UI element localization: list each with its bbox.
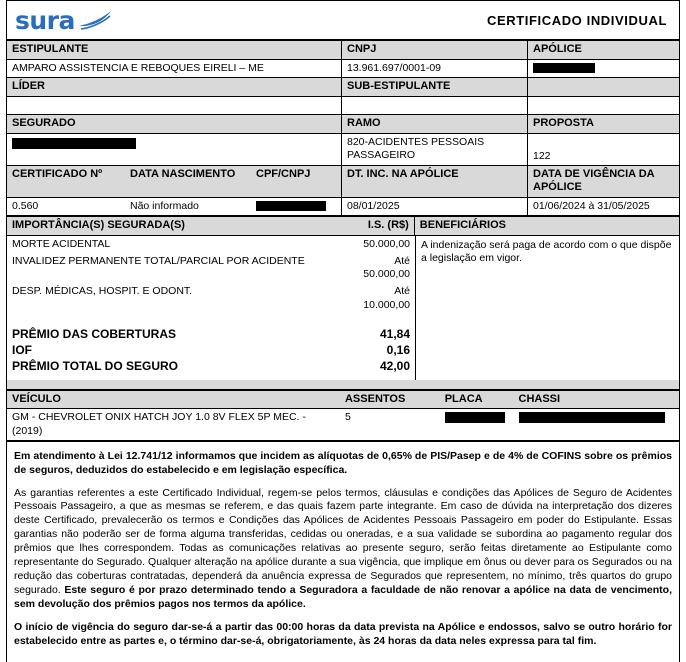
total-nome: IOF bbox=[12, 342, 32, 357]
table-row bbox=[7, 342, 415, 358]
chassi-value bbox=[514, 409, 680, 439]
cobertura-nome: DESP. MÉDICAS, HOSPIT. E ODONT. bbox=[12, 285, 193, 298]
cobertura-nome: INVALIDEZ PERMANENTE TOTAL/PARCIAL POR ACIDENTE bbox=[12, 255, 305, 268]
legal-paragraph-3: O início de vigência do seguro dar-se-á a partir das 00:00 horas da data prevista na Apólice e endossos, salvo se outro horário for estabelecido entre as partes e, o término dar-se-á, obrigatoriamente, às 24 horas da data neles expressa para tal fim. bbox=[14, 621, 672, 648]
document-header bbox=[7, 1, 679, 41]
segurado-value bbox=[7, 134, 341, 165]
redaction-bar bbox=[445, 412, 505, 423]
total-nome: PRÊMIO TOTAL DO SEGURO bbox=[12, 358, 179, 373]
importancia-segurada-label: IMPORTÂNCIA(S) SEGURADA(S) bbox=[12, 219, 185, 232]
data-vigencia-value: 01/06/2024 à 31/05/2025 bbox=[527, 198, 679, 215]
veiculo-value-row bbox=[7, 409, 679, 441]
veiculo-header-row bbox=[7, 391, 679, 410]
is-label: I.S. (R$) bbox=[367, 219, 409, 232]
ramo-label: RAMO bbox=[341, 115, 527, 133]
cnpj-value: 13.961.697/0001-09 bbox=[341, 60, 527, 77]
cpf-cnpj-label: CPF/CNPJ bbox=[256, 167, 311, 180]
table-row bbox=[7, 283, 415, 313]
lider-value-row bbox=[7, 97, 679, 115]
coberturas-block bbox=[7, 236, 679, 380]
redaction-bar bbox=[12, 138, 136, 149]
estipulante-value-row bbox=[7, 60, 679, 78]
chassi-label: CHASSI bbox=[518, 392, 561, 405]
data-vigencia-label: DATA DE VIGÊNCIA DA APÓLICE bbox=[527, 166, 679, 198]
certificado-value-row bbox=[7, 198, 679, 217]
table-row bbox=[7, 358, 415, 374]
legal-paragraph-2 bbox=[14, 487, 672, 613]
total-nome: PRÊMIO DAS COBERTURAS bbox=[12, 326, 177, 341]
data-inclusao-label: DT. INC. NA APÓLICE bbox=[341, 166, 527, 198]
placa-value bbox=[440, 409, 514, 439]
coberturas-list bbox=[7, 236, 415, 380]
cnpj-label: CNPJ bbox=[341, 41, 527, 59]
logo-text: sura bbox=[15, 5, 75, 35]
importancias-header-row bbox=[7, 217, 679, 236]
swoosh-icon bbox=[78, 10, 112, 30]
lider-header-row bbox=[7, 78, 679, 97]
table-row bbox=[7, 326, 415, 342]
estipulante-header-row bbox=[7, 41, 679, 60]
estipulante-label: ESTIPULANTE bbox=[12, 43, 89, 55]
assentos-value: 5 bbox=[344, 411, 351, 424]
assentos-label: ASSENTOS bbox=[344, 392, 406, 405]
cpf-cnpj-value bbox=[251, 198, 341, 215]
table-row bbox=[7, 236, 415, 253]
lider-spacer bbox=[527, 78, 679, 96]
data-inclusao-value: 08/01/2025 bbox=[341, 198, 527, 215]
proposta-value: 122 bbox=[527, 134, 679, 165]
redaction-bar bbox=[256, 201, 326, 211]
sub-estipulante-value bbox=[341, 97, 527, 114]
totais-gap bbox=[7, 374, 415, 380]
certificado-numero-value: 0.560 bbox=[12, 200, 39, 213]
total-valor: 0,16 bbox=[386, 342, 410, 357]
segurado-header-row bbox=[7, 115, 679, 134]
redaction-bar bbox=[533, 63, 595, 73]
total-valor: 41,84 bbox=[379, 326, 410, 341]
certificado-numero-label: CERTIFICADO Nº bbox=[12, 167, 103, 180]
apolice-label: APÓLICE bbox=[527, 41, 679, 59]
total-valor: 42,00 bbox=[379, 358, 410, 373]
segurado-value-row bbox=[7, 134, 679, 166]
redaction-bar bbox=[519, 412, 665, 423]
coberturas-gap bbox=[7, 314, 415, 326]
apolice-value bbox=[527, 60, 679, 77]
section-separator bbox=[7, 380, 679, 391]
proposta-label: PROPOSTA bbox=[527, 115, 679, 133]
page-title: CERTIFICADO INDIVIDUAL bbox=[486, 12, 667, 28]
lider-label: LÍDER bbox=[12, 79, 45, 92]
veiculo-value: GM - CHEVROLET ONIX HATCH JOY 1.0 8V FLEX 5P MEC. - (2019) bbox=[12, 411, 306, 437]
sura-logo bbox=[15, 5, 112, 35]
legal-paragraph-2-bold: Este seguro é por prazo determinado tendo a Seguradora a faculdade de não renovar a apólice na data de vencimento, sem devolução dos prêmios pagos nos termos da apólice. bbox=[14, 584, 673, 611]
data-nascimento-label: DATA NASCIMENTO bbox=[130, 167, 236, 180]
lider-value bbox=[7, 97, 341, 114]
placa-label: PLACA bbox=[444, 392, 483, 405]
legal-text-block bbox=[7, 442, 679, 662]
legal-paragraph-2-text: As garantias referentes a este Certificado Individual, regem-se pelos termos, cláusulas e condições das Apólices de Seguro de Acidentes Pessoais Passageiro, a que as mesmas se referem, e das quais fazem parte integrante. Em caso de dúvida na interpretação dos dizeres deste Certificado, prevalecerão os termos e Condições das Apólices de Acidentes Pessoais Passageiro em poder do Estipulante. Essas garantias não poderão ser de forma alguma transferidas, cedidas ou oneradas, e a sua validade se subordina ao pagamento regular dos prêmios que lhes correspondem. Todas as comunicações relativas ao presente seguro, serão feitas diretamente ao Estipulante como representante do Segurado. Qualquer alteração na apólice durante a sua vigência, que implique em ônus ou dever para os Segurados ou na redução das coberturas contratadas, dependerá da anuência expressa de Segurados que representem, no mínimo, três quartos do grupo segurado. bbox=[14, 486, 672, 597]
cobertura-valor: Até 10.000,00 bbox=[363, 285, 410, 311]
table-row bbox=[7, 253, 415, 283]
segurado-label: SEGURADO bbox=[12, 116, 76, 129]
cobertura-valor: 50.000,00 bbox=[363, 238, 410, 250]
cobertura-nome: MORTE ACIDENTAL bbox=[12, 238, 111, 250]
veiculo-label: VEÍCULO bbox=[12, 392, 61, 405]
certificate-document bbox=[6, 0, 680, 662]
legal-paragraph-1: Em atendimento à Lei 12.741/12 informamos que incidem as alíquotas de 0,65% de PIS/Pasep e de 4% de COFINS sobre os prêmios de seguros, deduzidos do estabelecido e em legislação específica. bbox=[14, 449, 672, 476]
ramo-value: 820-ACIDENTES PESSOAIS PASSAGEIRO bbox=[341, 134, 527, 165]
lider-value-spacer bbox=[527, 97, 679, 114]
certificado-header-row bbox=[7, 166, 679, 199]
cobertura-valor: Até 50.000,00 bbox=[363, 255, 410, 281]
beneficiarios-text: A indenização será paga de acordo com o que dispõe a legislação em vigor. bbox=[415, 236, 679, 380]
beneficiarios-label: BENEFICIÁRIOS bbox=[414, 217, 679, 235]
estipulante-value: AMPARO ASSISTENCIA E REBOQUES EIRELI – ME bbox=[12, 61, 264, 74]
data-nascimento-value: Não informado bbox=[130, 200, 199, 213]
sub-estipulante-label: SUB-ESTIPULANTE bbox=[341, 78, 527, 96]
